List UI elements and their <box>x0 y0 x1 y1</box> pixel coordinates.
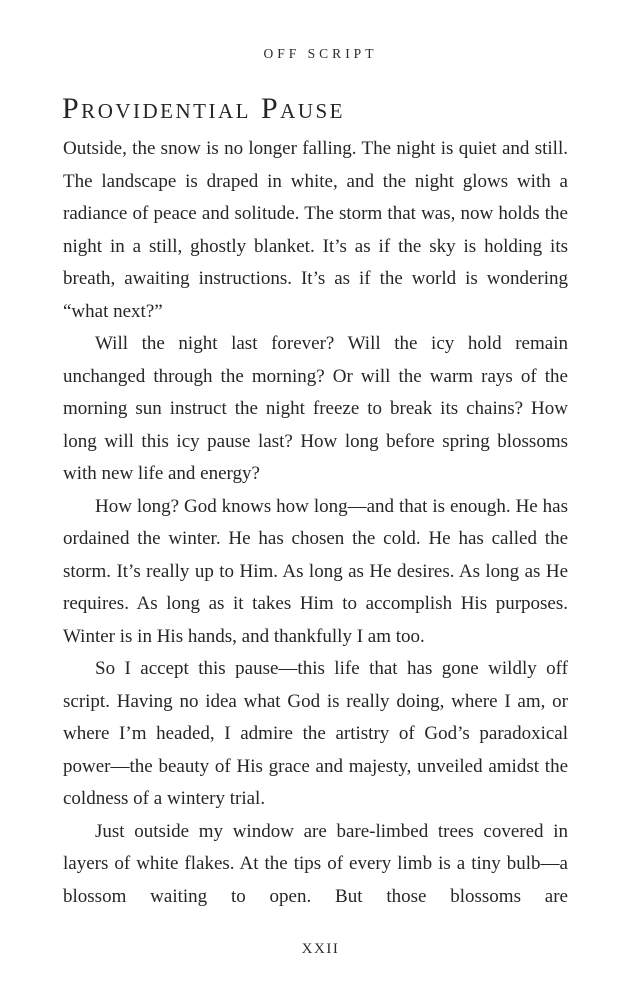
paragraph: So I accept this pause—this life that has gone wildly off script. Having no idea what God is really doing, where I am, or where I’m headed, I admire the artistry of God’s paradoxical power—the beauty of His grace and majesty, unveiled amidst the coldness of a wintery trial. <box>63 658 568 809</box>
paragraph: How long? God knows how long—and that is enough. He has ordained the winter. He has chosen the cold. He has called the storm. It’s really up to Him. As long as He desires. As long as He requires. As long as it takes Him to accomplish His purposes. Winter is in His hands, and thankfully I am too. <box>63 495 568 647</box>
running-header: OFF SCRIPT <box>263 46 378 61</box>
paragraph: Just outside my window are bare-limbed trees covered in layers of white flakes. At the tips of every limb is a tiny bulb—a blossom waiting to open. But those blossoms are <box>63 820 568 907</box>
body-text <box>63 133 568 913</box>
paragraph: Will the night last forever? Will the icy hold remain unchanged through the morning? Or will the warm rays of the morning sun instruct the night freeze to break its chains? How long will this icy pause last? How long before spring blossoms with new life and energy? <box>63 333 568 484</box>
paragraph: Outside, the snow is no longer falling. The night is quiet and still. The landscape is draped in white, and the night glows with a radiance of peace and solitude. The storm that was, now holds the night in a still, ghostly blanket. It’s as if the sky is holding its breath, awaiting instructions. It’s as if the world is wondering “what next?” <box>63 138 568 322</box>
chapter-heading: Providential Pause <box>62 92 346 125</box>
page-number: XXII <box>301 941 340 957</box>
